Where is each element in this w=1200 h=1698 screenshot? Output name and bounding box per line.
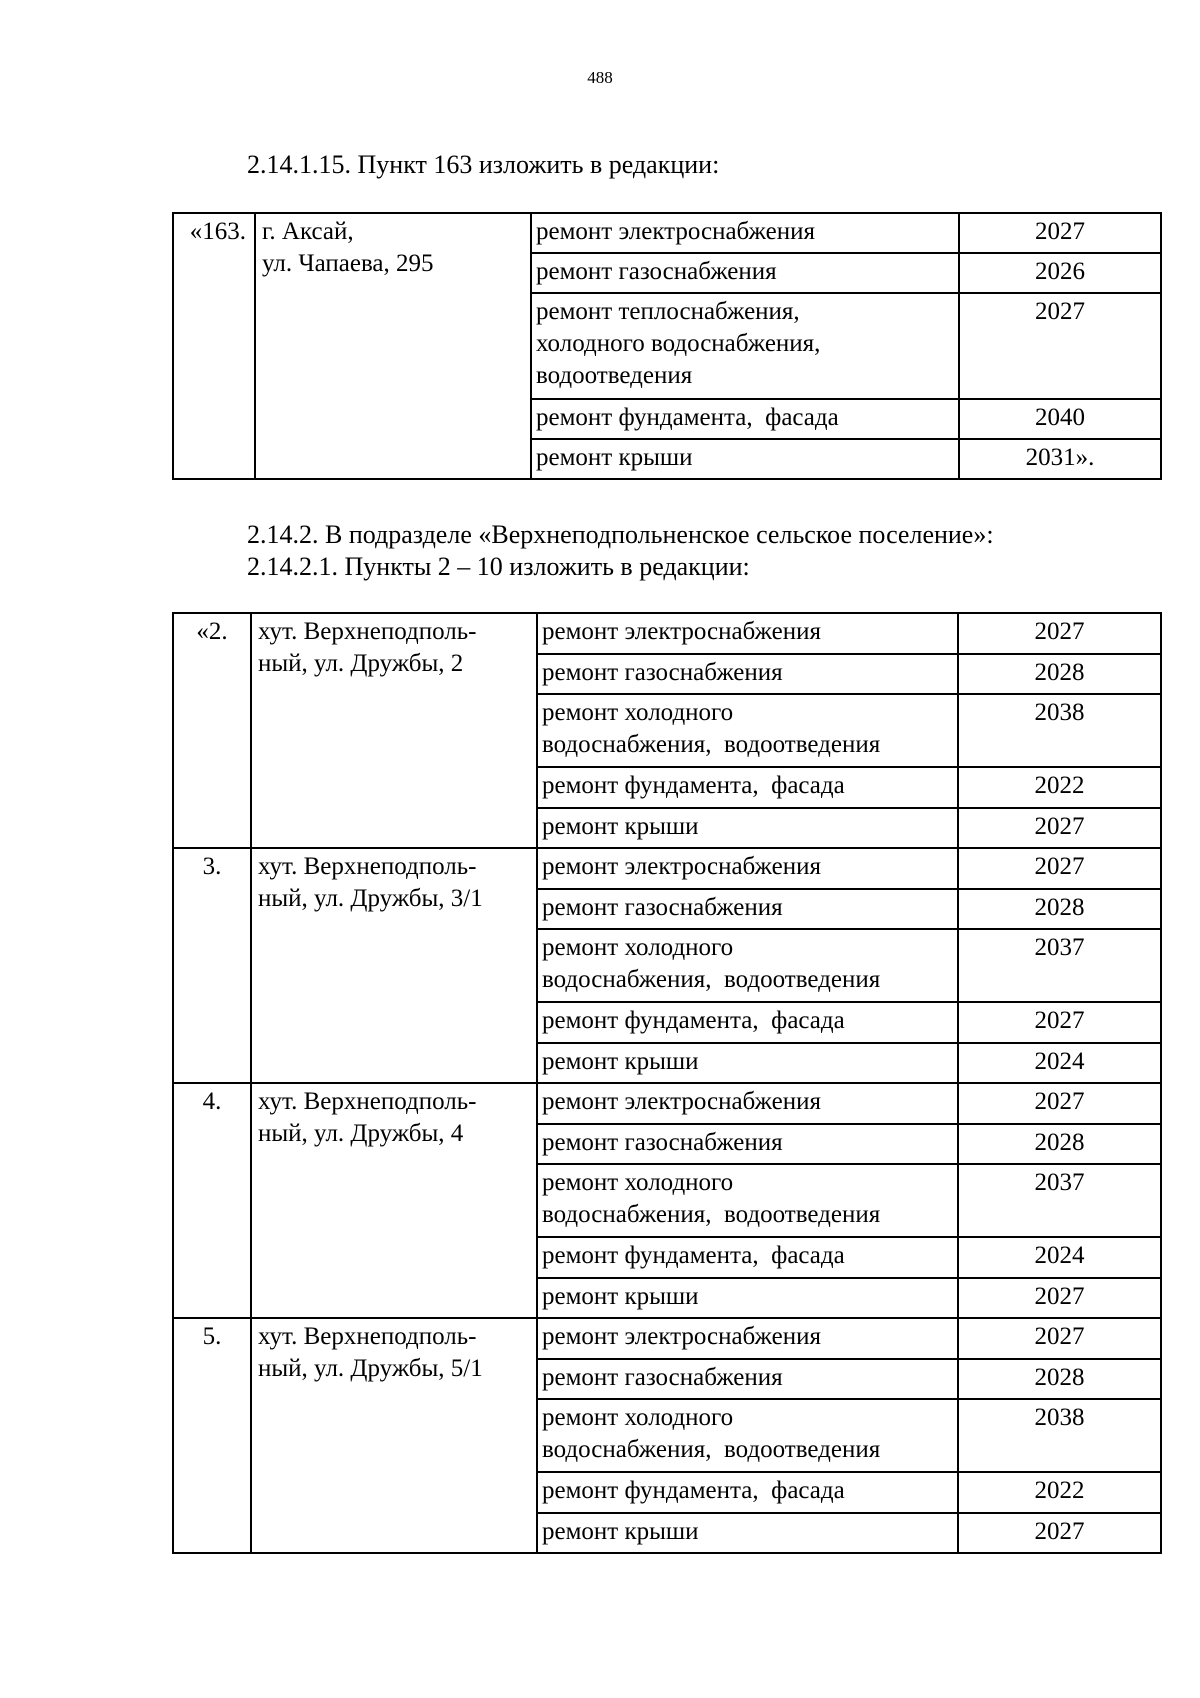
work-year: 2040: [959, 399, 1161, 439]
item-number: 4.: [173, 1083, 251, 1318]
work-year: 2027: [958, 848, 1161, 889]
item-number: 5.: [173, 1318, 251, 1553]
work-year: 2024: [958, 1237, 1161, 1278]
address-cell: хут. Верхнеподполь- ный, ул. Дружбы, 5/1: [251, 1318, 537, 1553]
work-year: 2038: [958, 1399, 1161, 1472]
work-year: 2028: [958, 1124, 1161, 1165]
work-type: ремонт фундамента, фасада: [537, 1472, 958, 1513]
work-type: ремонт крыши: [537, 1513, 958, 1554]
address-line: г. Аксай,: [262, 218, 354, 245]
work-year: 2031».: [959, 439, 1161, 479]
table-row: [173, 1318, 1161, 1359]
work-type: ремонт электроснабжения: [537, 848, 958, 889]
work-year: 2027: [958, 613, 1161, 654]
work-type: ремонт газоснабжения: [537, 654, 958, 695]
work-year: 2028: [958, 889, 1161, 930]
work-year: 2037: [958, 929, 1161, 1002]
work-type: ремонт фундамента, фасада: [537, 767, 958, 808]
work-type: ремонт газоснабжения: [537, 1124, 958, 1165]
work-year: 2027: [958, 1318, 1161, 1359]
work-year: 2027: [959, 213, 1161, 253]
work-type: ремонт фундамента, фасада: [537, 1237, 958, 1278]
item-number: «2.: [173, 613, 251, 848]
work-year: 2028: [958, 654, 1161, 695]
work-year: 2026: [959, 253, 1161, 293]
table-row: [173, 1083, 1161, 1124]
address-cell: хут. Верхнеподполь- ный, ул. Дружбы, 3/1: [251, 848, 537, 1083]
work-year: 2027: [958, 1513, 1161, 1554]
clause-2-14-1-15: 2.14.1.15. Пункт 163 изложить в редакции:: [247, 150, 720, 179]
work-year: 2024: [958, 1043, 1161, 1084]
work-type: ремонт газоснабжения: [531, 253, 959, 293]
work-type: ремонт холодного водоснабжения, водоотведения: [537, 1164, 958, 1237]
work-year: 2028: [958, 1359, 1161, 1400]
work-year: 2027: [958, 808, 1161, 849]
address-cell: [255, 213, 531, 479]
address-cell: хут. Верхнеподполь- ный, ул. Дружбы, 4: [251, 1083, 537, 1318]
work-type: ремонт электроснабжения: [537, 1318, 958, 1359]
work-year: 2022: [958, 1472, 1161, 1513]
work-type: ремонт электроснабжения: [531, 213, 959, 253]
address-line: ул. Чапаева, 295: [262, 250, 434, 277]
work-type: ремонт фундамента, фасада: [537, 1002, 958, 1043]
work-type: ремонт газоснабжения: [537, 889, 958, 930]
work-year: 2038: [958, 694, 1161, 767]
work-type: ремонт крыши: [531, 439, 959, 479]
work-type: ремонт холодного водоснабжения, водоотведения: [537, 694, 958, 767]
work-type: ремонт газоснабжения: [537, 1359, 958, 1400]
clause-2-14-2: 2.14.2. В подразделе «Верхнеподпольненское сельское поселение»:: [247, 520, 994, 549]
work-type: ремонт крыши: [537, 808, 958, 849]
work-year: 2027: [958, 1002, 1161, 1043]
item-number: 3.: [173, 848, 251, 1083]
work-type: ремонт электроснабжения: [537, 613, 958, 654]
item-number: «163.: [173, 213, 255, 479]
work-type: ремонт фундамента, фасада: [531, 399, 959, 439]
address-cell: хут. Верхнеподполь- ный, ул. Дружбы, 2: [251, 613, 537, 848]
work-year: 2022: [958, 767, 1161, 808]
work-year: 2027: [959, 293, 1161, 399]
work-year: 2037: [958, 1164, 1161, 1237]
work-type: ремонт крыши: [537, 1278, 958, 1319]
work-year: 2027: [958, 1278, 1161, 1319]
clause-163-table: [172, 212, 1162, 480]
clause-2-14-2-1: 2.14.2.1. Пункты 2 – 10 изложить в редакции:: [247, 552, 750, 581]
page-number: 488: [587, 68, 613, 87]
work-type: ремонт теплоснабжения, холодного водоснабжения, водоотведения: [531, 293, 959, 399]
work-type: ремонт холодного водоснабжения, водоотведения: [537, 929, 958, 1002]
work-type: ремонт холодного водоснабжения, водоотведения: [537, 1399, 958, 1472]
table-row: [173, 613, 1161, 654]
work-type: ремонт электроснабжения: [537, 1083, 958, 1124]
work-type: ремонт крыши: [537, 1043, 958, 1084]
clauses-2-10-table: [172, 612, 1162, 1554]
table-row: [173, 848, 1161, 889]
work-year: 2027: [958, 1083, 1161, 1124]
